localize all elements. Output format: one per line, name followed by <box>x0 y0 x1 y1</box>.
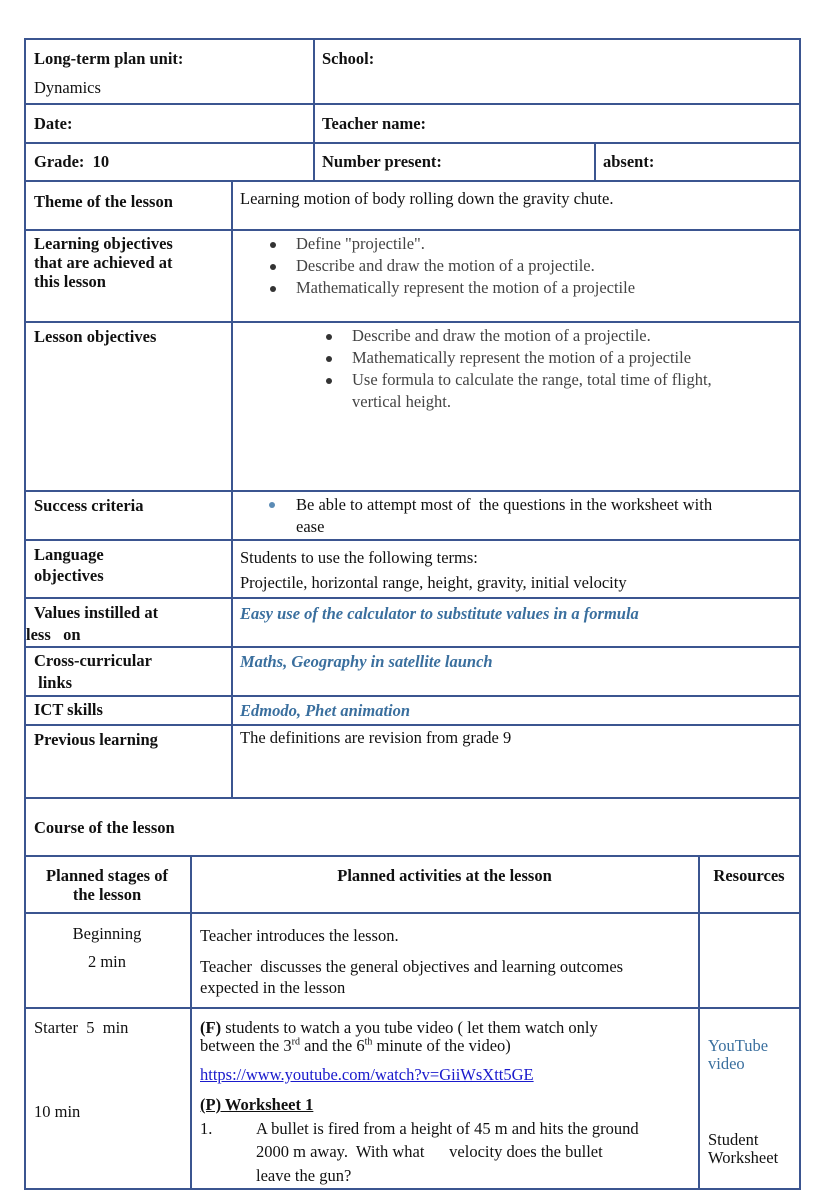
col-divider <box>594 142 596 181</box>
col-divider <box>190 855 192 1189</box>
row-divider <box>24 695 801 697</box>
row-divider <box>24 103 801 105</box>
col-header-resources: Resources <box>713 866 785 885</box>
row-divider <box>24 912 801 914</box>
learning-objectives-label: this lesson <box>34 272 106 291</box>
previous-learning-label: Previous learning <box>34 730 158 749</box>
list-item: Define "projectile". <box>296 233 635 255</box>
bullet-icon <box>269 502 275 508</box>
grade-label: Grade: 10 <box>34 152 110 171</box>
language-objectives-label: Language <box>34 545 104 564</box>
table-border <box>24 38 801 40</box>
row-divider <box>24 597 801 599</box>
theme-value: Learning motion of body rolling down the gravity chute. <box>240 189 614 208</box>
list-item: Describe and draw the motion of a projectile. <box>296 255 635 277</box>
stage-starter-time: 10 min <box>34 1102 81 1121</box>
success-criteria-label: Success criteria <box>34 496 144 515</box>
lesson-objectives-label: Lesson objectives <box>34 327 157 346</box>
row-divider <box>24 646 801 648</box>
row-divider <box>24 797 801 799</box>
cross-curricular-label: links <box>34 673 73 692</box>
values-label: Values instilled at <box>34 603 159 622</box>
bullet-icon <box>326 378 332 384</box>
bullet-icon <box>270 264 276 270</box>
cross-curricular-label: Cross-curricular <box>34 651 152 670</box>
row-divider <box>24 180 801 182</box>
number-present-label: Number present: <box>322 152 442 171</box>
col-divider <box>231 180 233 798</box>
long-term-plan-label: Long-term plan unit: <box>34 49 184 68</box>
language-objectives-value: Projectile, horizontal range, height, gravity, initial velocity <box>240 573 627 592</box>
col-divider <box>313 38 315 181</box>
values-value: Easy use of the calculator to substitute values in a formula <box>240 604 639 623</box>
table-border <box>24 1188 801 1190</box>
question-text: 2000 m away. With what velocity does the bullet <box>256 1142 603 1161</box>
teacher-name-label: Teacher name: <box>322 114 427 133</box>
worksheet-title: (P) Worksheet 1 <box>200 1095 314 1114</box>
activity-text: Teacher discusses the general objectives and learning outcomes <box>200 957 624 976</box>
resource-worksheet: Student Worksheet <box>708 1130 779 1167</box>
table-border <box>24 38 26 1190</box>
youtube-link[interactable]: https://www.youtube.com/watch?v=GiiWsXtt5GE <box>200 1065 534 1084</box>
row-divider <box>24 229 801 231</box>
language-objectives-value: Students to use the following terms: <box>240 548 478 567</box>
bullet-icon <box>326 334 332 340</box>
activity-f-line2: between the 3rd and the 6th minute of the video) <box>200 1036 511 1055</box>
activity-f-line: (F) students to watch a you tube video ( let them watch only <box>200 1018 598 1037</box>
question-number: 1. <box>200 1119 213 1138</box>
col-header-activities: Planned activities at the lesson <box>337 866 552 885</box>
language-objectives-label: objectives <box>34 566 104 585</box>
learning-objectives-label: that are achieved at <box>34 253 173 272</box>
row-divider <box>24 490 801 492</box>
learning-objectives-list <box>296 233 635 299</box>
list-item: Mathematically represent the motion of a projectile <box>296 277 635 299</box>
list-item: Mathematically represent the motion of a projectile <box>352 347 712 369</box>
question-text: leave the gun? <box>256 1166 352 1185</box>
activity-text: Teacher introduces the lesson. <box>200 926 399 945</box>
bullet-icon <box>270 242 276 248</box>
learning-objectives-label: Learning objectives <box>34 234 173 253</box>
list-item: Describe and draw the motion of a projectile. <box>352 325 712 347</box>
course-title: Course of the lesson <box>34 818 175 837</box>
stage-beginning-time: 2 min <box>87 952 127 971</box>
row-divider <box>24 539 801 541</box>
values-label: less on <box>26 625 81 644</box>
row-divider <box>24 855 801 857</box>
success-criteria-value: Be able to attempt most of the questions in the worksheet with <box>296 495 713 514</box>
row-divider <box>24 724 801 726</box>
row-divider <box>24 321 801 323</box>
long-term-plan-value: Dynamics <box>34 78 101 97</box>
ict-skills-label: ICT skills <box>34 700 103 719</box>
table-border <box>799 38 801 1190</box>
col-divider <box>698 855 700 1189</box>
previous-learning-value: The definitions are revision from grade 9 <box>240 728 512 747</box>
list-item: Use formula to calculate the range, total time of flight, <box>352 369 712 391</box>
date-label: Date: <box>34 114 73 133</box>
row-divider <box>24 1007 801 1009</box>
col-header-stages: Planned stages of <box>46 866 168 885</box>
ict-skills-value: Edmodo, Phet animation <box>240 701 411 720</box>
list-item: vertical height. <box>352 392 451 411</box>
absent-label: absent: <box>603 152 655 171</box>
cross-curricular-value: Maths, Geography in satellite launch <box>240 652 493 671</box>
stage-beginning: Beginning <box>72 924 142 943</box>
row-divider <box>24 142 801 144</box>
school-label: School: <box>322 49 375 68</box>
activity-tag: (F) <box>200 1018 222 1037</box>
col-header-stages: the lesson <box>72 885 142 904</box>
bullet-icon <box>270 286 276 292</box>
success-criteria-value: ease <box>296 517 325 536</box>
question-text: A bullet is fired from a height of 45 m and hits the ground <box>256 1119 639 1138</box>
lesson-objectives-list <box>352 325 712 413</box>
stage-starter: Starter 5 min <box>34 1018 129 1037</box>
activity-text: expected in the lesson <box>200 978 346 997</box>
theme-label: Theme of the lesson <box>34 192 173 211</box>
resource-youtube[interactable]: YouTube video <box>708 1036 769 1073</box>
bullet-icon <box>326 356 332 362</box>
